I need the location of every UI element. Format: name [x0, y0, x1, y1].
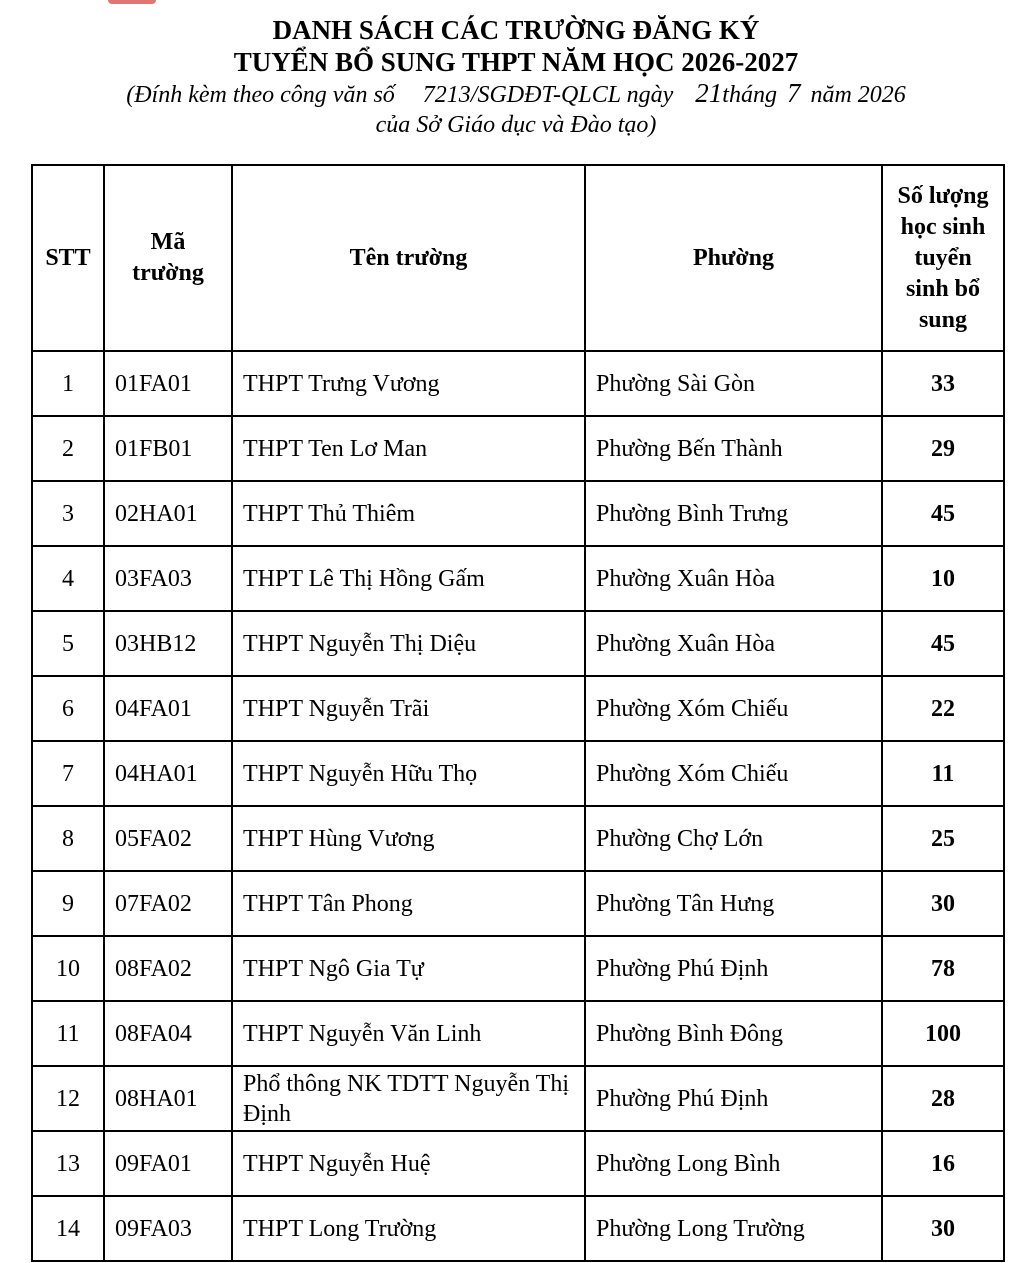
document-year: năm 2026 [810, 82, 906, 108]
row-school-name: THPT Nguyễn Văn Linh [232, 1001, 585, 1066]
row-school-code: 01FA01 [104, 351, 232, 416]
row-school-code: 09FA01 [104, 1131, 232, 1196]
row-student-count: 30 [882, 1196, 1004, 1261]
row-school-name: THPT Nguyễn Trãi [232, 676, 585, 741]
row-school-name: THPT Nguyễn Huệ [232, 1131, 585, 1196]
row-stt: 14 [32, 1196, 104, 1261]
row-ward: Phường Phú Định [585, 1066, 882, 1131]
issuer-line: của Sở Giáo dục và Đào tạo) [375, 112, 657, 138]
row-stt: 11 [32, 1001, 104, 1066]
row-school-name: THPT Trưng Vương [232, 351, 585, 416]
row-ward: Phường Phú Định [585, 936, 882, 1001]
row-school-name: THPT Ngô Gia Tự [232, 936, 585, 1001]
attachment-prefix: (Đính kèm theo công văn số [126, 82, 395, 108]
row-school-name: Phổ thông NK TDTT Nguyễn Thị Định [232, 1066, 585, 1131]
row-student-count: 45 [882, 481, 1004, 546]
row-student-count: 100 [882, 1001, 1004, 1066]
row-ward: Phường Xóm Chiếu [585, 741, 882, 806]
month-word: tháng [722, 82, 777, 108]
document-number: 7213/SGDĐT-QLCL ngày [422, 82, 674, 108]
title-line-1: DANH SÁCH CÁC TRƯỜNG ĐĂNG KÝ [272, 15, 760, 45]
row-school-code: 04FA01 [104, 676, 232, 741]
row-stt: 12 [32, 1066, 104, 1131]
row-school-code: 08FA02 [104, 936, 232, 1001]
row-student-count: 28 [882, 1066, 1004, 1131]
table-row [32, 1066, 1004, 1131]
table-row [32, 351, 1004, 416]
table-row [32, 416, 1004, 481]
row-ward: Phường Chợ Lớn [585, 806, 882, 871]
schools-table [31, 164, 1005, 1262]
row-ward: Phường Tân Hưng [585, 871, 882, 936]
header-ward: Phường [585, 165, 882, 351]
row-school-code: 02HA01 [104, 481, 232, 546]
table-row [32, 806, 1004, 871]
header-school-name: Tên trường [232, 165, 585, 351]
table-body [32, 351, 1004, 1261]
row-student-count: 10 [882, 546, 1004, 611]
row-student-count: 16 [882, 1131, 1004, 1196]
row-student-count: 11 [882, 741, 1004, 806]
row-ward: Phường Xóm Chiếu [585, 676, 882, 741]
table-row [32, 1001, 1004, 1066]
table-row [32, 936, 1004, 1001]
row-stt: 13 [32, 1131, 104, 1196]
document-header [0, 14, 1032, 140]
row-school-name: THPT Hùng Vương [232, 806, 585, 871]
row-ward: Phường Bến Thành [585, 416, 882, 481]
row-student-count: 22 [882, 676, 1004, 741]
row-school-code: 05FA02 [104, 806, 232, 871]
row-student-count: 29 [882, 416, 1004, 481]
row-ward: Phường Long Trường [585, 1196, 882, 1261]
table-row [32, 676, 1004, 741]
header-student-count-text: Số lượng học sinh tuyển sinh bổ sung [897, 182, 989, 333]
row-stt: 2 [32, 416, 104, 481]
row-stt: 8 [32, 806, 104, 871]
row-school-name: THPT Ten Lơ Man [232, 416, 585, 481]
attachment-line [0, 78, 1032, 110]
row-student-count: 78 [882, 936, 1004, 1001]
header-school-code [104, 165, 232, 351]
row-school-code: 08FA04 [104, 1001, 232, 1066]
document-day: 21 [695, 78, 723, 108]
row-school-name: THPT Tân Phong [232, 871, 585, 936]
table-row [32, 871, 1004, 936]
row-school-code: 08HA01 [104, 1066, 232, 1131]
row-stt: 7 [32, 741, 104, 806]
table-row [32, 481, 1004, 546]
table-row [32, 1131, 1004, 1196]
row-ward: Phường Long Bình [585, 1131, 882, 1196]
row-school-name: THPT Nguyễn Hữu Thọ [232, 741, 585, 806]
row-stt: 3 [32, 481, 104, 546]
row-school-code: 03FA03 [104, 546, 232, 611]
row-ward: Phường Bình Trưng [585, 481, 882, 546]
table-header-row [32, 165, 1004, 351]
row-school-code: 04HA01 [104, 741, 232, 806]
header-student-count [882, 165, 1004, 351]
table-row [32, 1196, 1004, 1261]
row-school-name: THPT Nguyễn Thị Diệu [232, 611, 585, 676]
row-school-name: THPT Long Trường [232, 1196, 585, 1261]
table-row [32, 546, 1004, 611]
document-month: 7 [786, 78, 801, 108]
table-row [32, 611, 1004, 676]
row-student-count: 30 [882, 871, 1004, 936]
row-school-code: 09FA03 [104, 1196, 232, 1261]
row-school-code: 07FA02 [104, 871, 232, 936]
title-line-2: TUYỂN BỔ SUNG THPT NĂM HỌC 2026-2027 [233, 47, 799, 77]
row-school-code: 01FB01 [104, 416, 232, 481]
row-student-count: 33 [882, 351, 1004, 416]
header-stt: STT [32, 165, 104, 351]
row-stt: 5 [32, 611, 104, 676]
row-stt: 6 [32, 676, 104, 741]
header-school-code-text: Mã trường [132, 229, 204, 286]
row-stt: 10 [32, 936, 104, 1001]
row-stt: 4 [32, 546, 104, 611]
row-stt: 1 [32, 351, 104, 416]
stamp-fragment [108, 0, 156, 4]
row-student-count: 45 [882, 611, 1004, 676]
row-ward: Phường Xuân Hòa [585, 546, 882, 611]
row-ward: Phường Xuân Hòa [585, 611, 882, 676]
row-school-code: 03HB12 [104, 611, 232, 676]
row-stt: 9 [32, 871, 104, 936]
table-row [32, 741, 1004, 806]
row-student-count: 25 [882, 806, 1004, 871]
row-school-name: THPT Lê Thị Hồng Gấm [232, 546, 585, 611]
row-school-name: THPT Thủ Thiêm [232, 481, 585, 546]
row-ward: Phường Bình Đông [585, 1001, 882, 1066]
row-ward: Phường Sài Gòn [585, 351, 882, 416]
